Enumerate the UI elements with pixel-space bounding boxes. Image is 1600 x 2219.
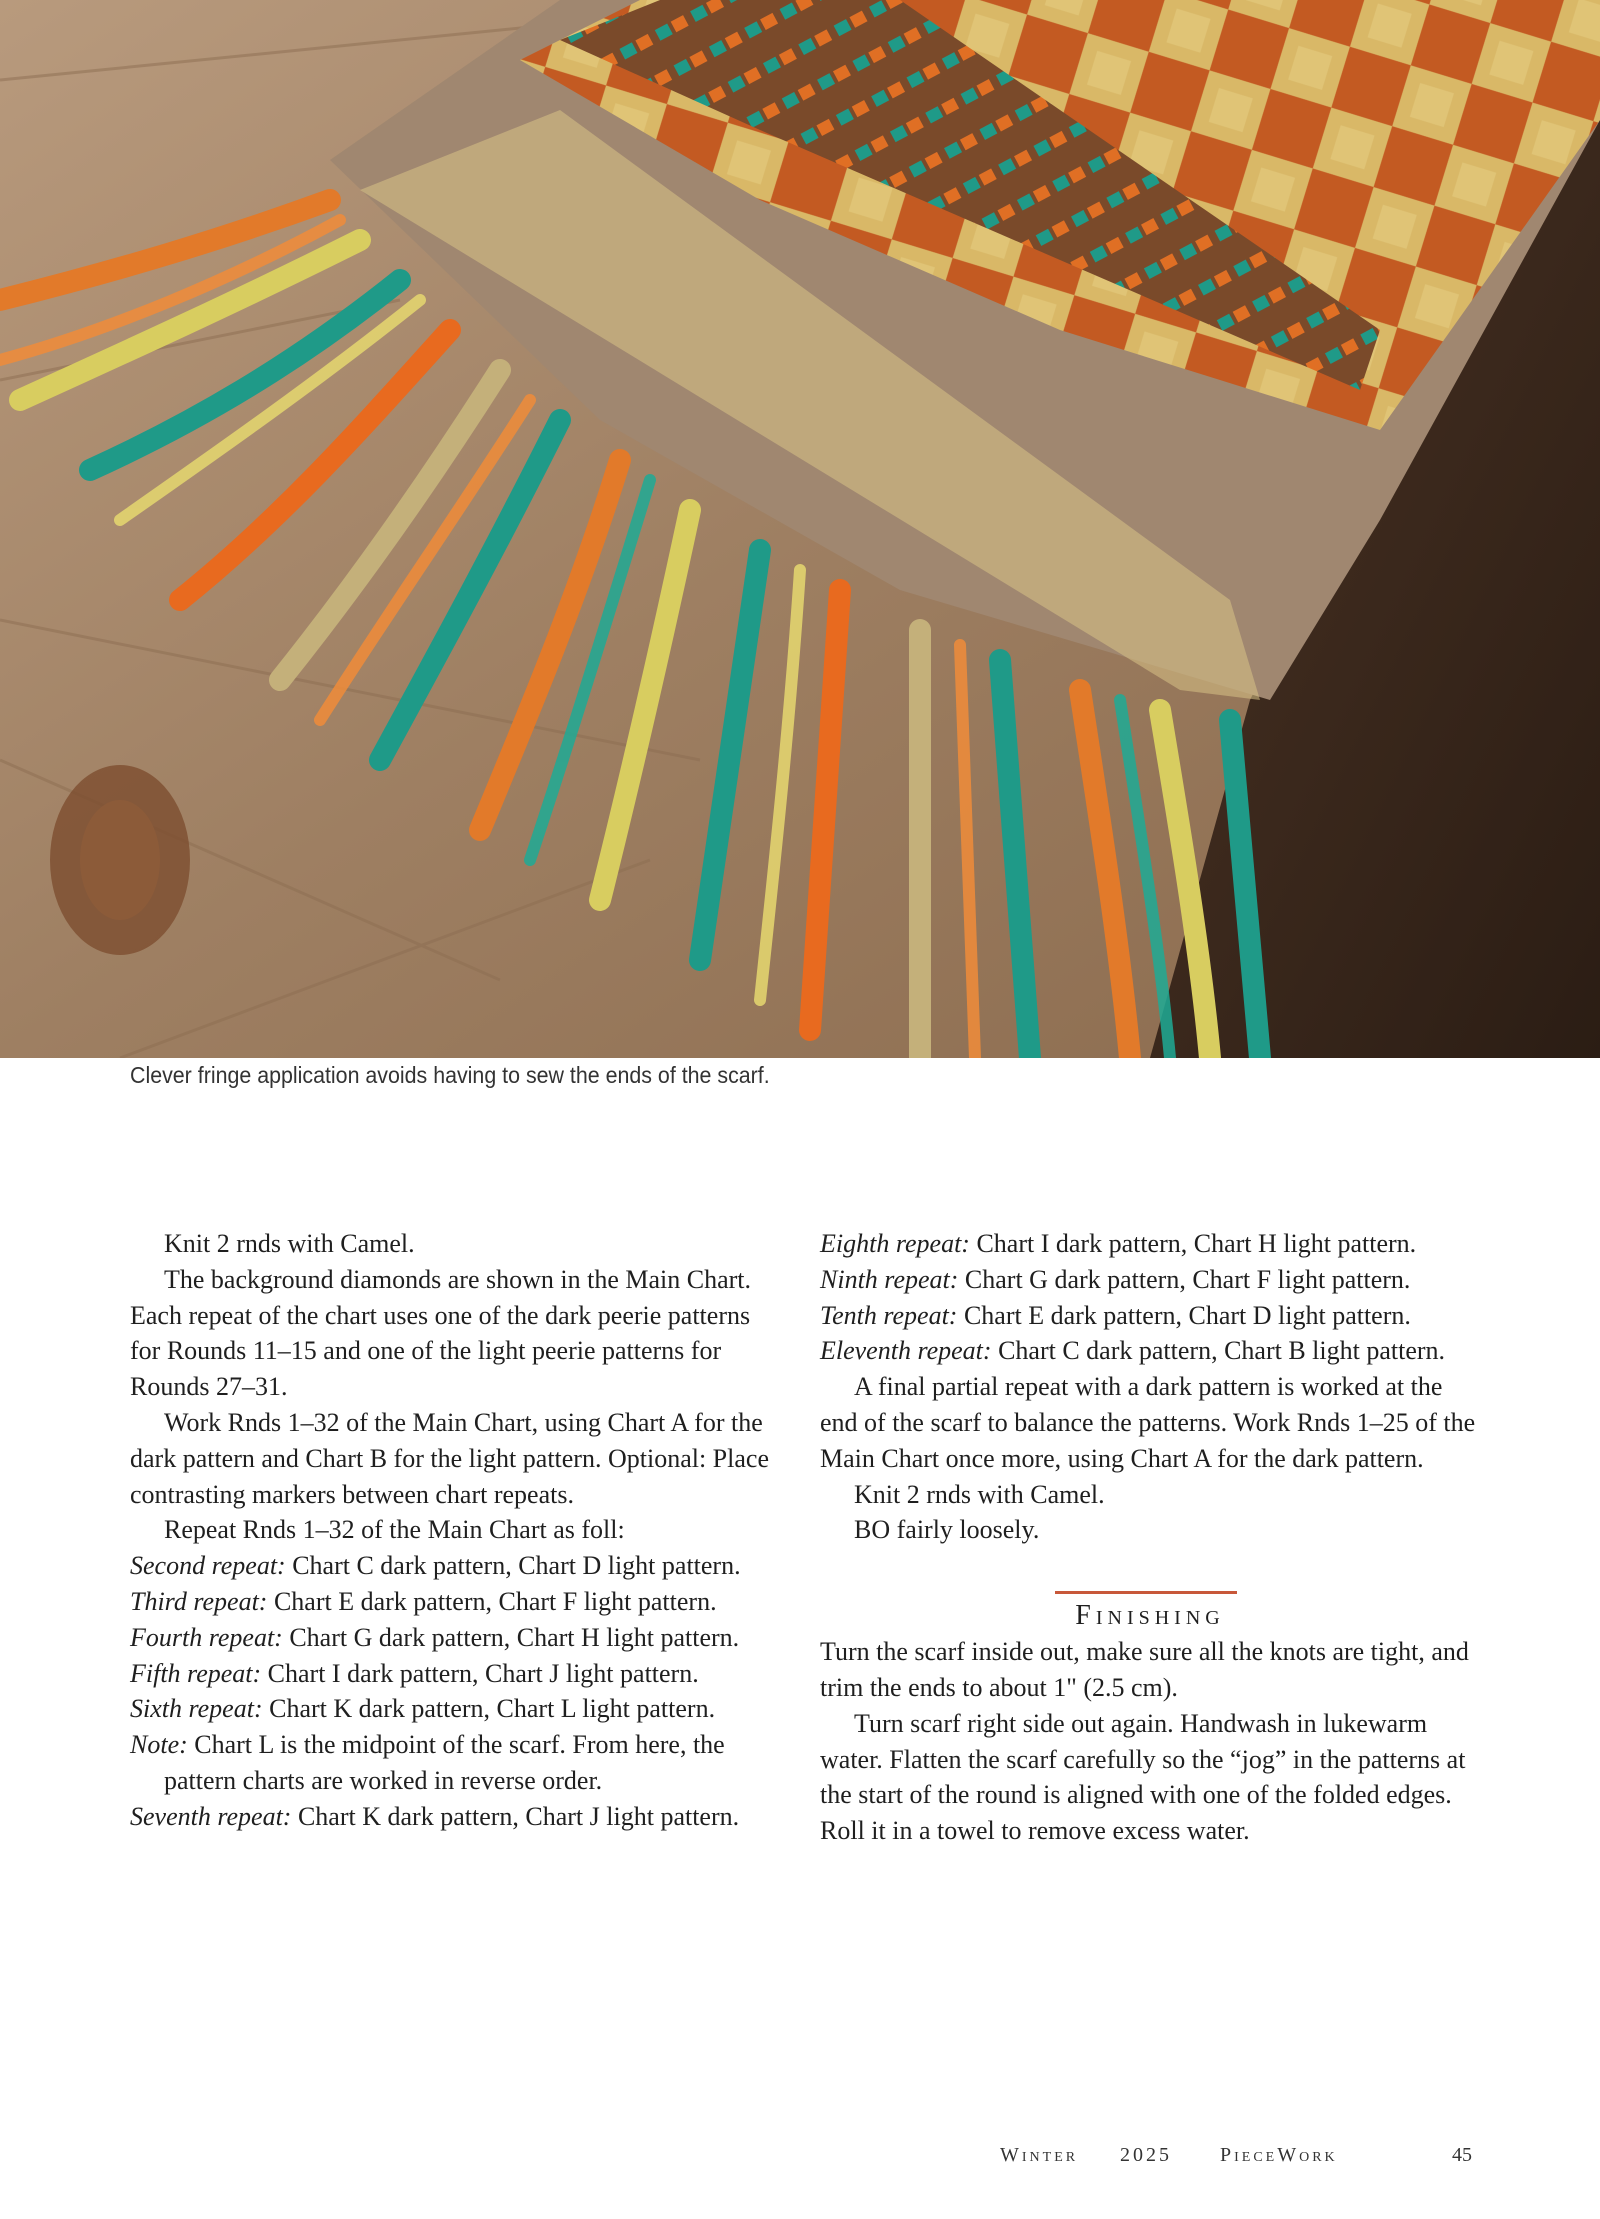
repeat-item: Sixth repeat: Chart K dark pattern, Chart L light pattern. xyxy=(130,1694,716,1724)
repeat-item: Fifth repeat: Chart I dark pattern, Chart J light pattern. xyxy=(130,1658,699,1688)
paragraph: Repeat Rnds 1–32 of the Main Chart as foll: xyxy=(164,1515,625,1545)
paragraph: Turn the scarf inside out, make sure all the knots are tight, and trim the ends to about 1" (2.5 cm). xyxy=(820,1637,1469,1702)
paragraph: Work Rnds 1–32 of the Main Chart, using Chart A for the dark pattern and Chart B for the light pattern. Optional: Place contrasting markers between chart repeats. xyxy=(130,1407,769,1509)
page-number: 45 xyxy=(1452,2144,1472,2166)
repeat-item: Ninth repeat: Chart G dark pattern, Chart F light pattern. xyxy=(820,1264,1411,1294)
finishing-heading: Finishing xyxy=(1075,1600,1225,1632)
footer-year: 2025 xyxy=(1120,2144,1172,2166)
photo-caption: Clever fringe application avoids having to sew the ends of the scarf. xyxy=(130,1062,770,1088)
repeat-item: Fourth repeat: Chart G dark pattern, Chart H light pattern. xyxy=(130,1622,740,1652)
repeat-item: Eleventh repeat: Chart C dark pattern, Chart B light pattern. xyxy=(820,1336,1446,1366)
paragraph: Knit 2 rnds with Camel. xyxy=(854,1479,1105,1509)
paragraph: Turn scarf right side out again. Handwash in lukewarm water. Flatten the scarf carefully so the “jog” in the patterns at the start of the round is aligned with one of the folded edges. Roll it in a towel to remove excess water. xyxy=(820,1708,1466,1846)
left-column xyxy=(130,1226,780,1835)
page-footer xyxy=(1000,2144,1470,2174)
repeat-item: Second repeat: Chart C dark pattern, Chart D light pattern. xyxy=(130,1551,741,1581)
paragraph: Knit 2 rnds with Camel. xyxy=(164,1229,415,1258)
paragraph: BO fairly loosely. xyxy=(854,1515,1040,1545)
section-rule xyxy=(1055,1591,1237,1594)
repeat-item: Third repeat: Chart E dark pattern, Chart F light pattern. xyxy=(130,1586,717,1616)
right-column xyxy=(820,1226,1480,1849)
repeat-item: Seventh repeat: Chart K dark pattern, Chart J light pattern. xyxy=(130,1801,740,1831)
repeat-item: Tenth repeat: Chart E dark pattern, Chart D light pattern. xyxy=(820,1300,1411,1330)
note-item: Note: Chart L is the midpoint of the scarf. From here, the pattern charts are worked in reverse order. xyxy=(130,1730,725,1795)
paragraph: The background diamonds are shown in the Main Chart. Each repeat of the chart uses one of the dark peerie patterns for Rounds 11–15 and one of the light peerie patterns for Rounds 27–31. xyxy=(130,1264,752,1402)
scarf-photo xyxy=(0,0,1600,1058)
repeat-item: Eighth repeat: Chart I dark pattern, Chart H light pattern. xyxy=(820,1229,1417,1258)
footer-season: Winter xyxy=(1000,2144,1079,2166)
paragraph: A final partial repeat with a dark pattern is worked at the end of the scarf to balance the patterns. Work Rnds 1–25 of the Main Chart once more, using Chart A for the dark pattern. xyxy=(820,1372,1476,1473)
footer-magazine: PieceWork xyxy=(1220,2144,1338,2166)
